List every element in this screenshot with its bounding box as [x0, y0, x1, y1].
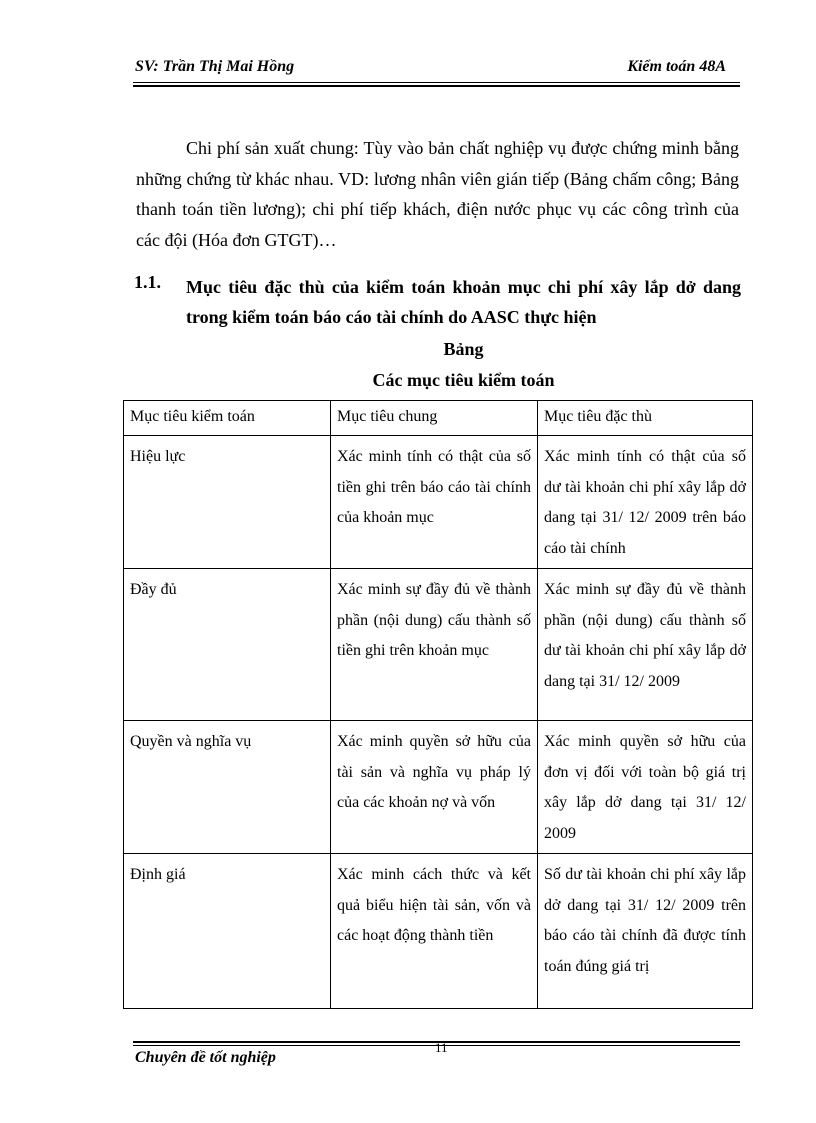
audit-objectives-table — [123, 400, 753, 1009]
general-objective-cell: Xác minh tính có thật của số tiền ghi trên báo cáo tài chính của khoản mục — [331, 436, 538, 569]
specific-objective-cell: Xác minh sự đầy đủ về thành phần (nội dung) cấu thành số dư tài khoản chi phí xây lắp dở dang tại 31/ 12/ 2009 — [538, 569, 753, 721]
table-row — [124, 854, 753, 1009]
objective-cell: Hiệu lực — [124, 436, 331, 569]
table-caption-label: Bảng — [443, 339, 484, 359]
objective-cell: Đầy đủ — [124, 569, 331, 721]
general-objective-cell: Xác minh quyền sở hữu của tài sản và nghĩa vụ pháp lý của các khoản nợ và vốn — [331, 721, 538, 854]
general-objective-cell: Xác minh sự đầy đủ về thành phần (nội dung) cấu thành số tiền ghi trên khoản mục — [331, 569, 538, 721]
footer-title: Chuyên đề tốt nghiệp — [135, 1049, 276, 1066]
table-row — [124, 436, 753, 569]
header-cell: Mục tiêu đặc thù — [538, 401, 753, 436]
header-cell: Mục tiêu chung — [331, 401, 538, 436]
student-name: SV: Trần Thị Mai Hồng — [135, 58, 295, 75]
table-caption-title: Các mục tiêu kiểm toán — [372, 370, 555, 390]
header-cell: Mục tiêu kiểm toán — [124, 401, 331, 436]
header-rule-thin — [133, 82, 740, 83]
specific-objective-cell: Xác minh quyền sở hữu của đơn vị đối với toàn bộ giá trị xây lắp dở dang tại 31/ 12/ 2009 — [538, 721, 753, 854]
objective-cell: Định giá — [124, 854, 331, 1009]
class-name: Kiểm toán 48A — [627, 58, 726, 75]
intro-paragraph — [136, 133, 739, 255]
specific-objective-cell: Xác minh tính có thật của số dư tài khoản chi phí xây lắp dở dang tại 31/ 12/ 2009 trên báo cáo tài chính — [538, 436, 753, 569]
intro-text: Chi phí sản xuất chung: Tùy vào bản chất nghiệp vụ được chứng minh bằng những chứng từ khác nhau. VD: lương nhân viên gián tiếp (Bảng chấm công; Bảng thanh toán tiền lương); chi phí tiếp khách, điện nước phục vụ các công trình của các đội (Hóa đơn GTGT)… — [136, 138, 739, 250]
general-objective-cell: Xác minh cách thức và kết quả biểu hiện tài sản, vốn và các hoạt động thành tiền — [331, 854, 538, 1009]
section-number: 1.1. — [134, 272, 161, 292]
header-rule-thick — [133, 85, 740, 87]
objective-cell: Quyền và nghĩa vụ — [124, 721, 331, 854]
page-number: 11 — [435, 1040, 448, 1055]
table-header-row — [124, 401, 753, 436]
specific-objective-cell: Số dư tài khoản chi phí xây lắp dở dang tại 31/ 12/ 2009 trên báo cáo tài chính đã được tính toán đúng giá trị — [538, 854, 753, 1009]
table-row — [124, 569, 753, 721]
page-header — [133, 56, 740, 82]
table-row — [124, 721, 753, 854]
section-title: Mục tiêu đặc thù của kiểm toán khoản mục chi phí xây lắp dở dang trong kiểm toán báo cáo tài chính do AASC thực hiện — [186, 277, 741, 327]
